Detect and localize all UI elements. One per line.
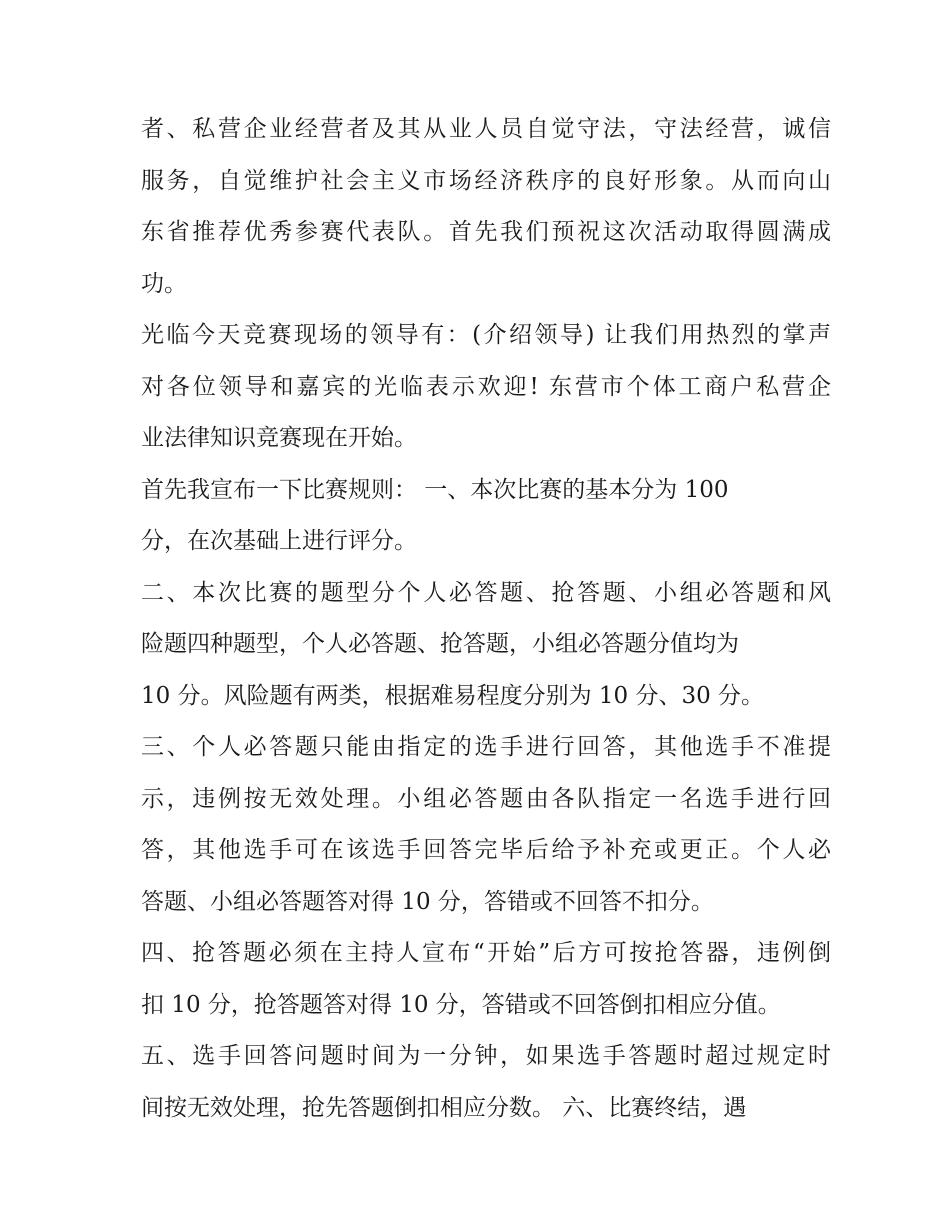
text-line: 答题、小组必答题答对得 10 分，答错或不回答不扣分。 — [141, 888, 714, 915]
text-line: 二、本次比赛的题型分个人必答题、抢答题、小组必答题和风 — [141, 579, 831, 606]
text-line: 功。 — [141, 270, 187, 297]
text-line: 10 分。风险题有两类，根据难易程度分别为 10 分、30 分。 — [141, 682, 765, 709]
text-line: 三、个人必答题只能由指定的选手进行回答，其他选手不准提 — [141, 734, 831, 760]
text-line: 光临今天竞赛现场的领导有：(介绍领导) 让我们用热烈的掌声 — [141, 322, 831, 348]
text-line: 业法律知识竞赛现在开始。 — [141, 425, 417, 451]
text-line: 对各位领导和嘉宾的光临表示欢迎! 东营市个体工商户私营企 — [141, 373, 831, 400]
text-line: 首先我宣布一下比赛规则： 一、本次比赛的基本分为 100 — [141, 476, 729, 503]
text-line: 险题四种题型，个人必答题、抢答题，小组必答题分值均为 — [141, 631, 739, 657]
text-line: 四、抢答题必须在主持人宣布“开始”后方可按抢答器，违例倒 — [141, 940, 831, 966]
text-line: 答，其他选手可在该选手回答完毕后给予补充或更正。个人必 — [141, 837, 831, 863]
document-body — [141, 104, 831, 1134]
text-line: 服务，自觉维护社会主义市场经济秩序的良好形象。从而向山 — [141, 167, 831, 194]
text-line: 示，违例按无效处理。小组必答题由各队指定一名选手进行回 — [141, 785, 831, 812]
text-line: 者、私营企业经营者及其从业人员自觉守法，守法经营，诚信 — [141, 116, 831, 142]
text-line: 扣 10 分，抢答题答对得 10 分，答错或不回答倒扣相应分值。 — [141, 991, 781, 1018]
text-line: 五、选手回答问题时间为一分钟，如果选手答题时超过规定时 — [141, 1043, 831, 1069]
text-line: 分，在次基础上进行评分。 — [141, 528, 417, 554]
text-line: 东省推荐优秀参赛代表队。首先我们预祝这次活动取得圆满成 — [141, 219, 831, 245]
text-line: 间按无效处理，抢先答题倒扣相应分数。 六、比赛终结，遇 — [141, 1094, 747, 1121]
